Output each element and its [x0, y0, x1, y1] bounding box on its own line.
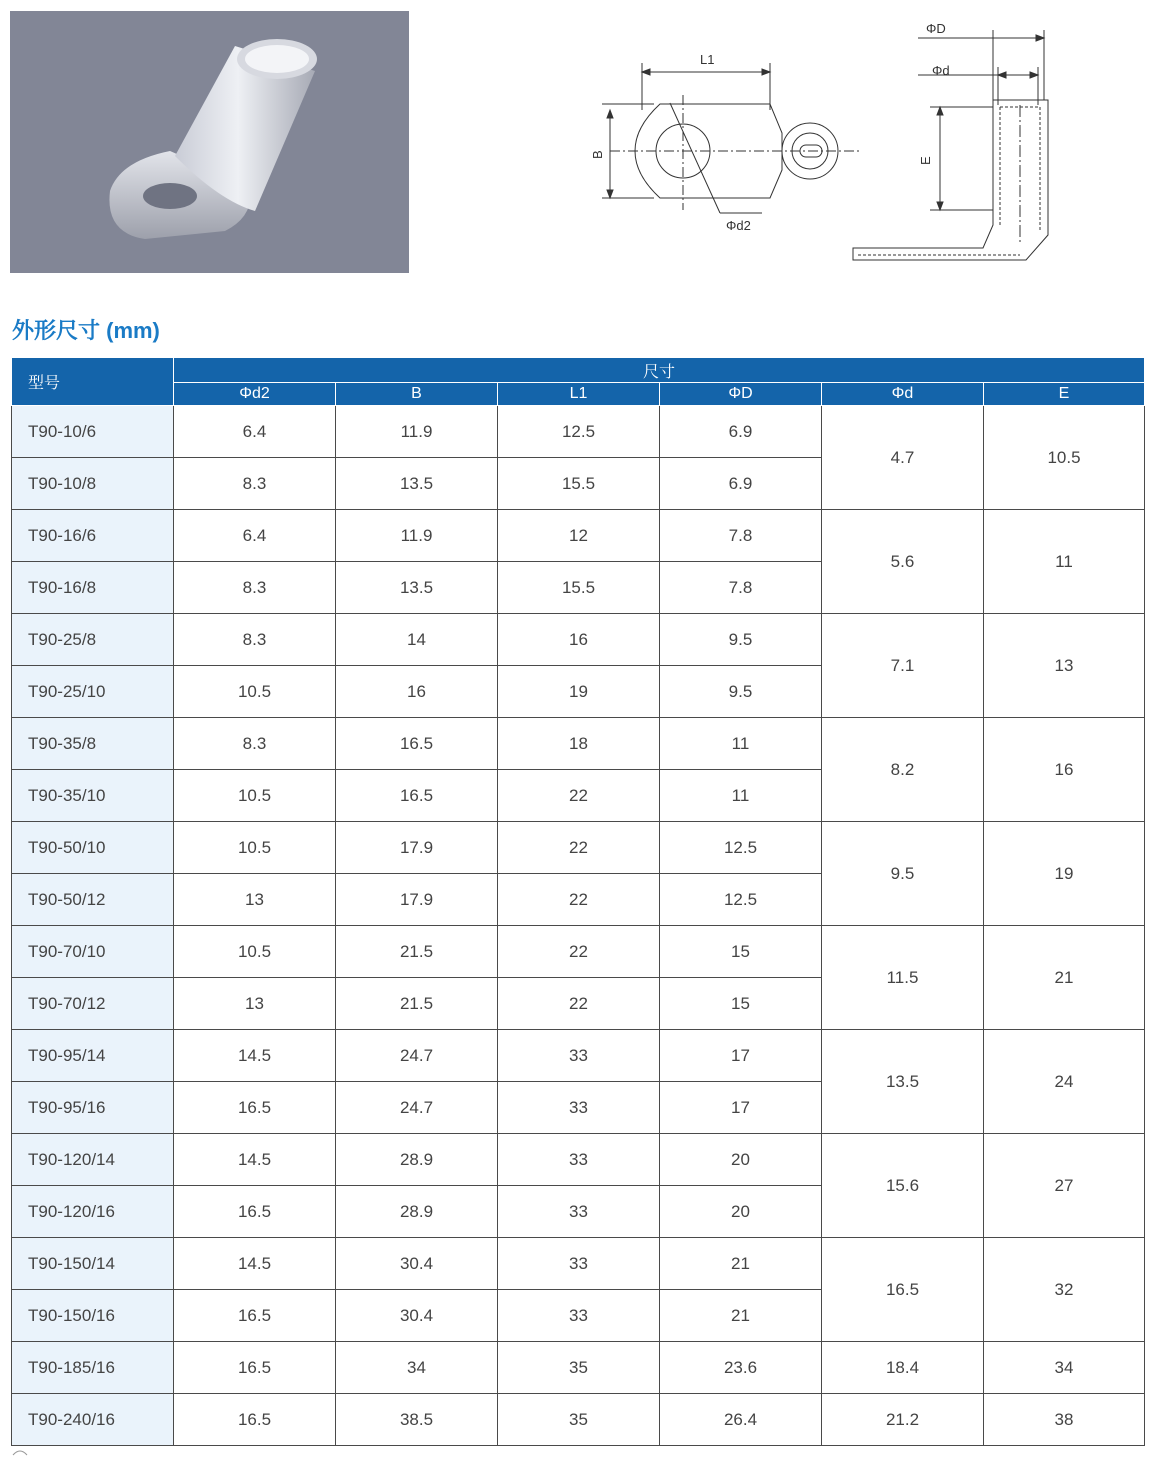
d2-cell: 16.5 [174, 1394, 336, 1446]
d2-cell: 8.3 [174, 614, 336, 666]
b-cell: 16.5 [336, 770, 498, 822]
outer-d-cell: 23.6 [660, 1342, 822, 1394]
label-B: B [590, 150, 605, 159]
b-cell: 38.5 [336, 1394, 498, 1446]
e-cell: 21 [984, 926, 1145, 1030]
outer-d-cell: 12.5 [660, 874, 822, 926]
l1-cell: 35 [498, 1342, 660, 1394]
e-cell: 32 [984, 1238, 1145, 1342]
d2-cell: 8.3 [174, 562, 336, 614]
outer-d-cell: 7.8 [660, 510, 822, 562]
outer-d-cell: 21 [660, 1238, 822, 1290]
outer-d-cell: 12.5 [660, 822, 822, 874]
side-technical-drawing [848, 15, 1053, 270]
model-cell: T90-25/8 [12, 614, 174, 666]
b-cell: 16 [336, 666, 498, 718]
outer-d-cell: 15 [660, 926, 822, 978]
l1-cell: 33 [498, 1030, 660, 1082]
col-header-B: B [336, 383, 498, 406]
d2-cell: 14.5 [174, 1030, 336, 1082]
outer-d-cell: 17 [660, 1030, 822, 1082]
outer-d-cell: 6.9 [660, 406, 822, 458]
outer-d-cell: 17 [660, 1082, 822, 1134]
inner-d-cell: 5.6 [822, 510, 984, 614]
model-cell: T90-95/16 [12, 1082, 174, 1134]
outer-d-cell: 20 [660, 1186, 822, 1238]
outer-d-cell: 6.9 [660, 458, 822, 510]
corner-mark-icon [11, 1446, 31, 1456]
table-row [12, 1030, 1145, 1082]
b-cell: 17.9 [336, 874, 498, 926]
b-cell: 14 [336, 614, 498, 666]
l1-cell: 35 [498, 1394, 660, 1446]
l1-cell: 12.5 [498, 406, 660, 458]
e-cell: 24 [984, 1030, 1145, 1134]
table-row [12, 1394, 1145, 1446]
inner-d-cell: 16.5 [822, 1238, 984, 1342]
label-d2: Φd2 [726, 218, 751, 233]
d2-cell: 16.5 [174, 1342, 336, 1394]
outer-d-cell: 11 [660, 718, 822, 770]
l1-cell: 22 [498, 926, 660, 978]
l1-cell: 22 [498, 874, 660, 926]
model-cell: T90-150/16 [12, 1290, 174, 1342]
outer-d-cell: 9.5 [660, 614, 822, 666]
model-cell: T90-35/10 [12, 770, 174, 822]
b-cell: 11.9 [336, 406, 498, 458]
d2-cell: 10.5 [174, 666, 336, 718]
outer-d-cell: 11 [660, 770, 822, 822]
b-cell: 11.9 [336, 510, 498, 562]
table-row [12, 406, 1145, 458]
model-cell: T90-50/10 [12, 822, 174, 874]
model-cell: T90-10/6 [12, 406, 174, 458]
e-cell: 11 [984, 510, 1145, 614]
b-cell: 13.5 [336, 562, 498, 614]
model-cell: T90-50/12 [12, 874, 174, 926]
inner-d-cell: 8.2 [822, 718, 984, 822]
b-cell: 28.9 [336, 1186, 498, 1238]
d2-cell: 13 [174, 978, 336, 1030]
b-cell: 21.5 [336, 978, 498, 1030]
model-cell: T90-16/6 [12, 510, 174, 562]
d2-cell: 6.4 [174, 510, 336, 562]
l1-cell: 22 [498, 822, 660, 874]
d2-cell: 16.5 [174, 1186, 336, 1238]
e-cell: 19 [984, 822, 1145, 926]
model-cell: T90-185/16 [12, 1342, 174, 1394]
b-cell: 34 [336, 1342, 498, 1394]
table-body [12, 406, 1145, 1446]
table-row [12, 718, 1145, 770]
table-row [12, 1238, 1145, 1290]
model-cell: T90-35/8 [12, 718, 174, 770]
e-cell: 34 [984, 1342, 1145, 1394]
inner-d-cell: 7.1 [822, 614, 984, 718]
l1-cell: 33 [498, 1082, 660, 1134]
l1-cell: 33 [498, 1186, 660, 1238]
model-cell: T90-25/10 [12, 666, 174, 718]
col-header-D: ΦD [660, 383, 822, 406]
section-title: 外形尺寸 (mm) [12, 318, 160, 343]
l1-cell: 22 [498, 770, 660, 822]
table-row [12, 1134, 1145, 1186]
model-cell: T90-70/10 [12, 926, 174, 978]
table-row [12, 614, 1145, 666]
model-cell: T90-10/8 [12, 458, 174, 510]
e-cell: 10.5 [984, 406, 1145, 510]
d2-cell: 16.5 [174, 1290, 336, 1342]
col-header-d2: Φd2 [174, 383, 336, 406]
model-cell: T90-240/16 [12, 1394, 174, 1446]
inner-d-cell: 18.4 [822, 1342, 984, 1394]
b-cell: 28.9 [336, 1134, 498, 1186]
dimension-group-header: 尺寸 [174, 358, 1145, 383]
outer-d-cell: 26.4 [660, 1394, 822, 1446]
b-cell: 30.4 [336, 1290, 498, 1342]
model-cell: T90-120/14 [12, 1134, 174, 1186]
table-row [12, 1342, 1145, 1394]
e-cell: 38 [984, 1394, 1145, 1446]
inner-d-cell: 11.5 [822, 926, 984, 1030]
label-d: Φd [932, 63, 950, 78]
outer-d-cell: 9.5 [660, 666, 822, 718]
e-cell: 16 [984, 718, 1145, 822]
model-cell: T90-70/12 [12, 978, 174, 1030]
d2-cell: 10.5 [174, 770, 336, 822]
e-cell: 27 [984, 1134, 1145, 1238]
cable-lug-image [10, 11, 409, 273]
inner-d-cell: 15.6 [822, 1134, 984, 1238]
b-cell: 13.5 [336, 458, 498, 510]
outer-d-cell: 21 [660, 1290, 822, 1342]
l1-cell: 18 [498, 718, 660, 770]
b-cell: 17.9 [336, 822, 498, 874]
outer-d-cell: 20 [660, 1134, 822, 1186]
b-cell: 21.5 [336, 926, 498, 978]
table-row [12, 822, 1145, 874]
outer-d-cell: 15 [660, 978, 822, 1030]
l1-cell: 33 [498, 1290, 660, 1342]
label-D: ΦD [926, 21, 946, 36]
col-header-L1: L1 [498, 383, 660, 406]
inner-d-cell: 4.7 [822, 406, 984, 510]
l1-cell: 15.5 [498, 458, 660, 510]
d2-cell: 10.5 [174, 926, 336, 978]
inner-d-cell: 9.5 [822, 822, 984, 926]
l1-cell: 12 [498, 510, 660, 562]
d2-cell: 8.3 [174, 718, 336, 770]
dimension-table [11, 357, 1145, 1446]
d2-cell: 16.5 [174, 1082, 336, 1134]
b-cell: 24.7 [336, 1082, 498, 1134]
l1-cell: 15.5 [498, 562, 660, 614]
table-row [12, 926, 1145, 978]
front-technical-drawing [590, 15, 870, 250]
b-cell: 30.4 [336, 1238, 498, 1290]
col-header-d: Φd [822, 383, 984, 406]
d2-cell: 13 [174, 874, 336, 926]
d2-cell: 8.3 [174, 458, 336, 510]
l1-cell: 33 [498, 1134, 660, 1186]
d2-cell: 14.5 [174, 1134, 336, 1186]
label-L1: L1 [700, 52, 715, 67]
b-cell: 24.7 [336, 1030, 498, 1082]
d2-cell: 10.5 [174, 822, 336, 874]
label-E: E [918, 156, 933, 165]
model-cell: T90-150/14 [12, 1238, 174, 1290]
l1-cell: 19 [498, 666, 660, 718]
model-cell: T90-16/8 [12, 562, 174, 614]
d2-cell: 14.5 [174, 1238, 336, 1290]
inner-d-cell: 21.2 [822, 1394, 984, 1446]
outer-d-cell: 7.8 [660, 562, 822, 614]
e-cell: 13 [984, 614, 1145, 718]
l1-cell: 22 [498, 978, 660, 1030]
model-cell: T90-95/14 [12, 1030, 174, 1082]
col-header-E: E [984, 383, 1145, 406]
b-cell: 16.5 [336, 718, 498, 770]
inner-d-cell: 13.5 [822, 1030, 984, 1134]
model-header: 型号 [12, 358, 174, 406]
table-row [12, 510, 1145, 562]
product-photo [10, 11, 409, 273]
model-cell: T90-120/16 [12, 1186, 174, 1238]
l1-cell: 33 [498, 1238, 660, 1290]
l1-cell: 16 [498, 614, 660, 666]
d2-cell: 6.4 [174, 406, 336, 458]
